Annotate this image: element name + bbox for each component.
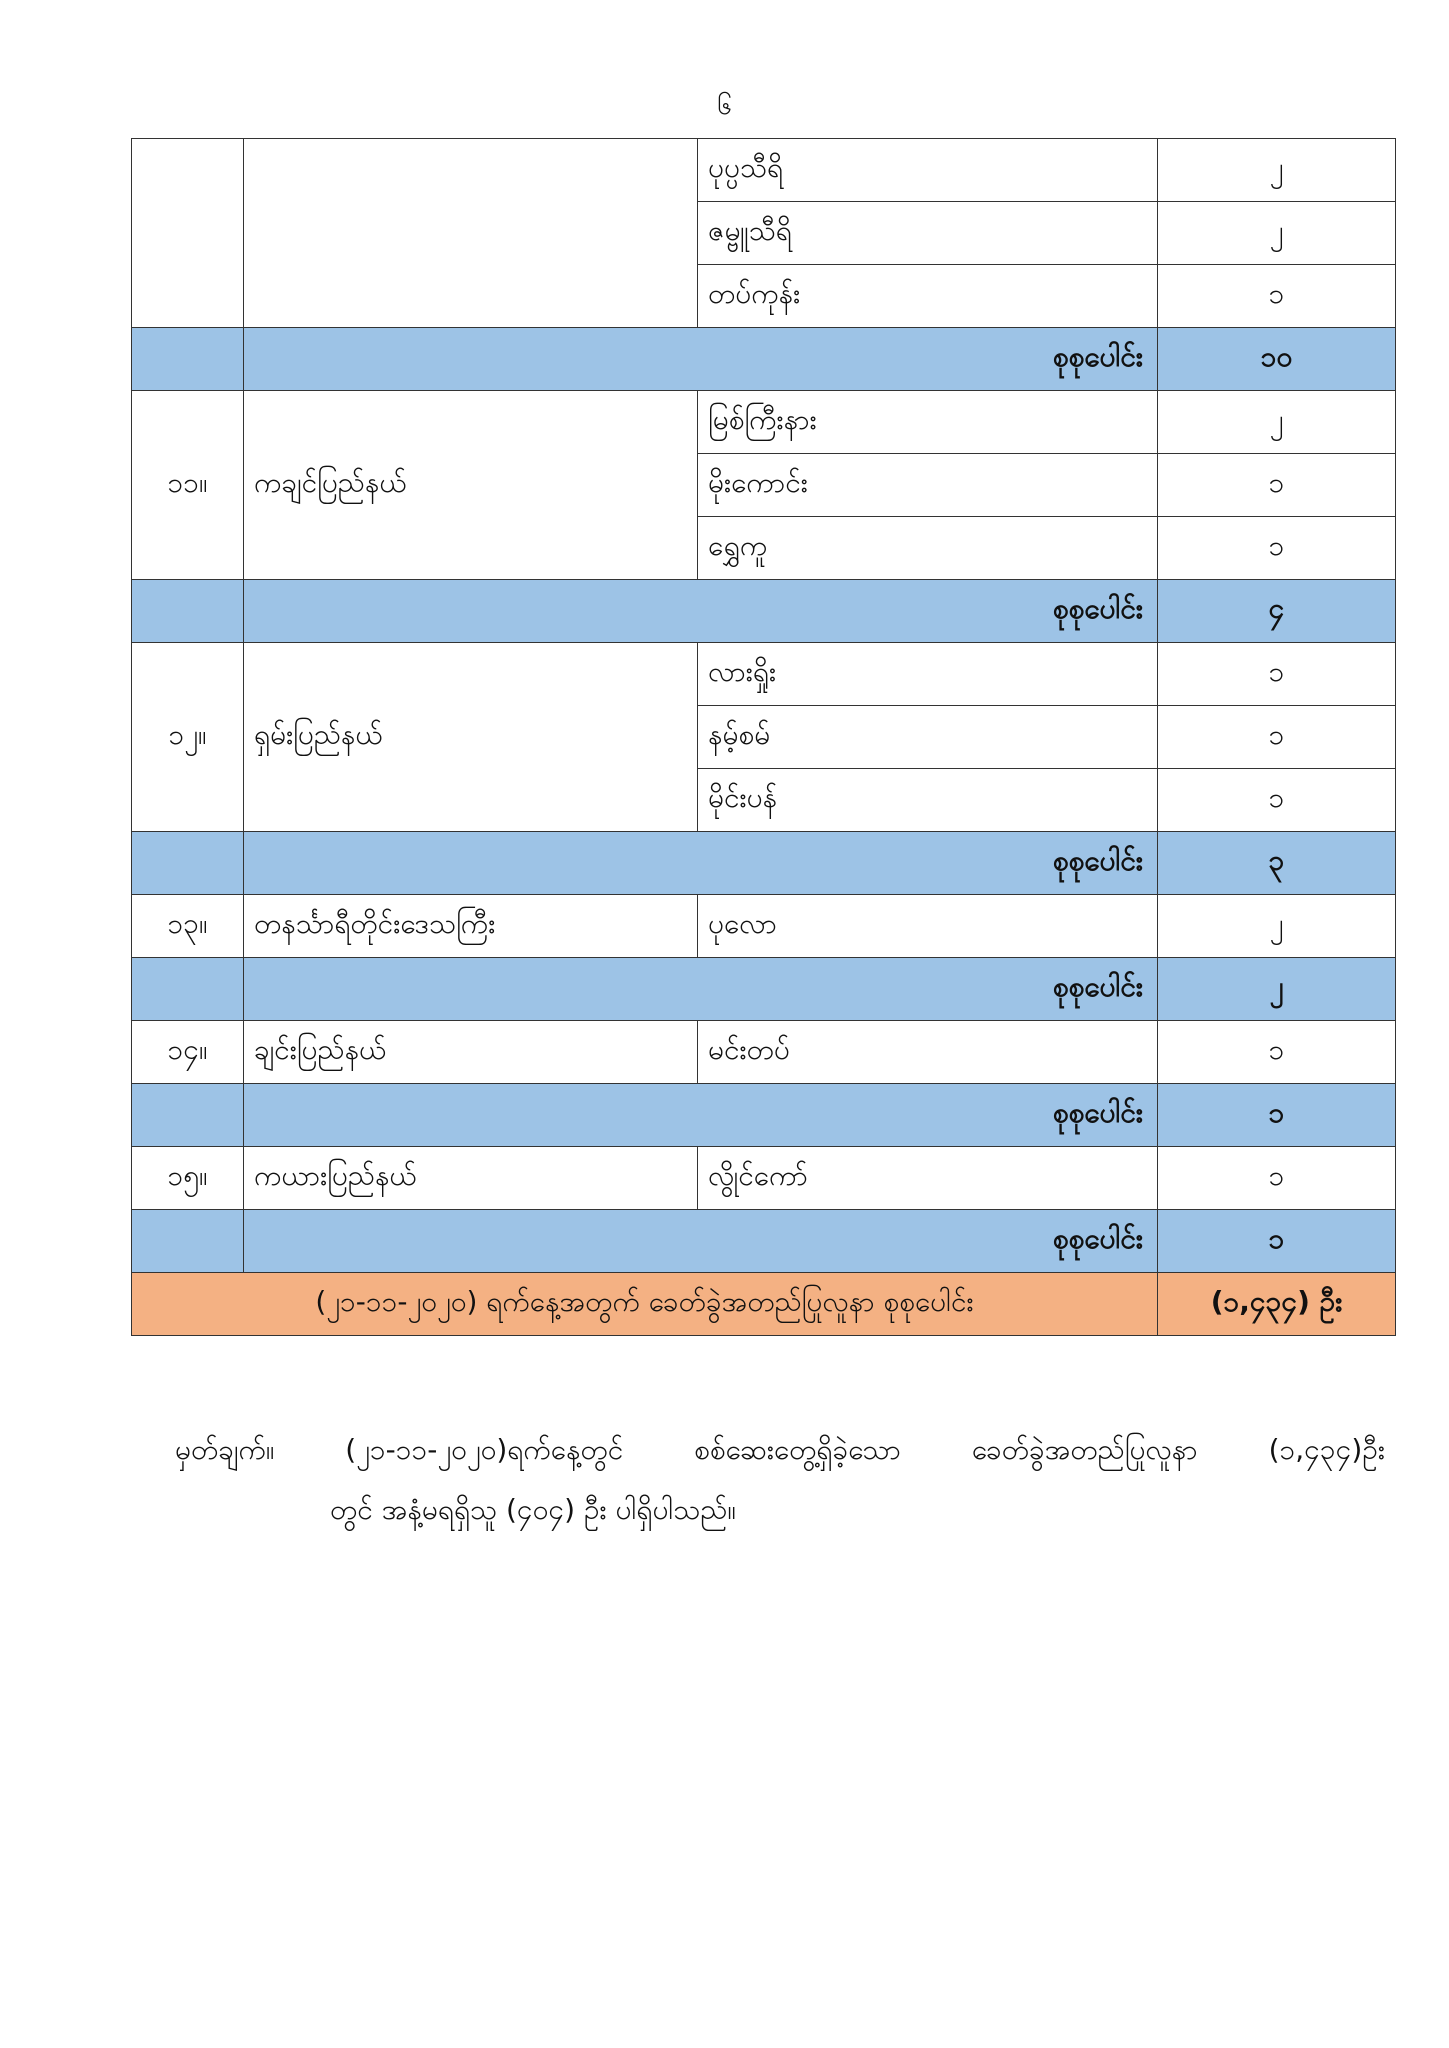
row-number-cell: ၁၁။ bbox=[132, 391, 244, 580]
subtotal-row bbox=[132, 1210, 1396, 1273]
township-cell: မင်းတပ် bbox=[698, 1021, 1158, 1084]
subtotal-label: စုစုပေါင်း bbox=[244, 580, 1158, 643]
subtotal-label: စုစုပေါင်း bbox=[244, 832, 1158, 895]
township-cell: ဇမ္ဗူသီရိ bbox=[698, 202, 1158, 265]
count-cell: ၂ bbox=[1158, 139, 1396, 202]
row-number-cell: ၁၅။ bbox=[132, 1147, 244, 1210]
township-cell: မိုင်းပန် bbox=[698, 769, 1158, 832]
subtotal-value: ၁ bbox=[1158, 1210, 1396, 1273]
count-cell: ၁ bbox=[1158, 1147, 1396, 1210]
count-cell: ၁ bbox=[1158, 517, 1396, 580]
region-cell: ကချင်ပြည်နယ် bbox=[244, 391, 698, 580]
count-cell: ၁ bbox=[1158, 643, 1396, 706]
region-cell: ရှမ်းပြည်နယ် bbox=[244, 643, 698, 832]
region-cell: ကယားပြည်နယ် bbox=[244, 1147, 698, 1210]
region-cell: ချင်းပြည်နယ် bbox=[244, 1021, 698, 1084]
table-row bbox=[132, 1021, 1396, 1084]
township-cell: ပုလော bbox=[698, 895, 1158, 958]
subtotal-blank-cell bbox=[132, 958, 244, 1021]
count-cell: ၂ bbox=[1158, 391, 1396, 454]
subtotal-label: စုစုပေါင်း bbox=[244, 1084, 1158, 1147]
footnote-line-2: တွင် အနံ့မရရှိသူ (၄၀၄) ဦး ပါရှိပါသည်။ bbox=[330, 1493, 736, 1526]
subtotal-label: စုစုပေါင်း bbox=[244, 958, 1158, 1021]
footnote-label: မှတ်ချက်။ bbox=[175, 1433, 275, 1466]
township-cell: တပ်ကုန်း bbox=[698, 265, 1158, 328]
count-cell: ၁ bbox=[1158, 706, 1396, 769]
township-cell: ပုပ္ပသီရိ bbox=[698, 139, 1158, 202]
subtotal-label: စုစုပေါင်း bbox=[244, 328, 1158, 391]
subtotal-blank-cell bbox=[132, 1084, 244, 1147]
count-cell: ၁ bbox=[1158, 1021, 1396, 1084]
row-number-cell: ၁၂။ bbox=[132, 643, 244, 832]
row-number-cell bbox=[132, 139, 244, 328]
township-cell: လွိုင်ကော် bbox=[698, 1147, 1158, 1210]
table-row bbox=[132, 895, 1396, 958]
footnote-word: စစ်ဆေးတွေ့ရှိခဲ့သော bbox=[694, 1433, 901, 1466]
subtotal-row bbox=[132, 580, 1396, 643]
table-row bbox=[132, 139, 1396, 202]
table-row bbox=[132, 391, 1396, 454]
township-cell: မိုးကောင်း bbox=[698, 454, 1158, 517]
grand-total-value: (၁,၄၃၄) ဦး bbox=[1158, 1273, 1396, 1336]
footnote-total: (၁,၄၃၄)ဦး bbox=[1268, 1433, 1385, 1466]
grand-total-row bbox=[132, 1273, 1396, 1336]
township-cell: နမ့်စမ် bbox=[698, 706, 1158, 769]
subtotal-row bbox=[132, 328, 1396, 391]
footnote bbox=[175, 1420, 1385, 1540]
subtotal-value: ၃ bbox=[1158, 832, 1396, 895]
footnote-word: ခေတ်ခွဲအတည်ပြုလူနာ bbox=[971, 1433, 1198, 1466]
subtotal-value: ၂ bbox=[1158, 958, 1396, 1021]
count-cell: ၂ bbox=[1158, 202, 1396, 265]
region-cell bbox=[244, 139, 698, 328]
table-row bbox=[132, 1147, 1396, 1210]
region-cell: တနင်္သာရီတိုင်းဒေသကြီး bbox=[244, 895, 698, 958]
table-row bbox=[132, 643, 1396, 706]
subtotal-value: ၁၀ bbox=[1158, 328, 1396, 391]
subtotal-blank-cell bbox=[132, 328, 244, 391]
subtotal-blank-cell bbox=[132, 1210, 244, 1273]
township-cell: လားရှိုး bbox=[698, 643, 1158, 706]
page-number: ၆ bbox=[717, 91, 732, 121]
subtotal-blank-cell bbox=[132, 832, 244, 895]
subtotal-value: ၄ bbox=[1158, 580, 1396, 643]
footnote-line-1 bbox=[175, 1420, 1385, 1480]
count-cell: ၁ bbox=[1158, 769, 1396, 832]
subtotal-blank-cell bbox=[132, 580, 244, 643]
count-cell: ၁ bbox=[1158, 265, 1396, 328]
subtotal-row bbox=[132, 832, 1396, 895]
township-cell: ရွှေကူ bbox=[698, 517, 1158, 580]
subtotal-value: ၁ bbox=[1158, 1084, 1396, 1147]
subtotal-row bbox=[132, 1084, 1396, 1147]
row-number-cell: ၁၄။ bbox=[132, 1021, 244, 1084]
table-body bbox=[132, 139, 1396, 1336]
confirmed-cases-table bbox=[131, 138, 1396, 1336]
count-cell: ၂ bbox=[1158, 895, 1396, 958]
footnote-date: (၂၁-၁၁-၂၀၂၀)ရက်နေ့တွင် bbox=[345, 1433, 624, 1466]
row-number-cell: ၁၃။ bbox=[132, 895, 244, 958]
grand-total-label: (၂၁-၁၁-၂၀၂၀) ရက်နေ့အတွက် ခေတ်ခွဲအတည်ပြုလူနာ စုစုပေါင်း bbox=[132, 1273, 1158, 1336]
count-cell: ၁ bbox=[1158, 454, 1396, 517]
subtotal-label: စုစုပေါင်း bbox=[244, 1210, 1158, 1273]
subtotal-row bbox=[132, 958, 1396, 1021]
township-cell: မြစ်ကြီးနား bbox=[698, 391, 1158, 454]
